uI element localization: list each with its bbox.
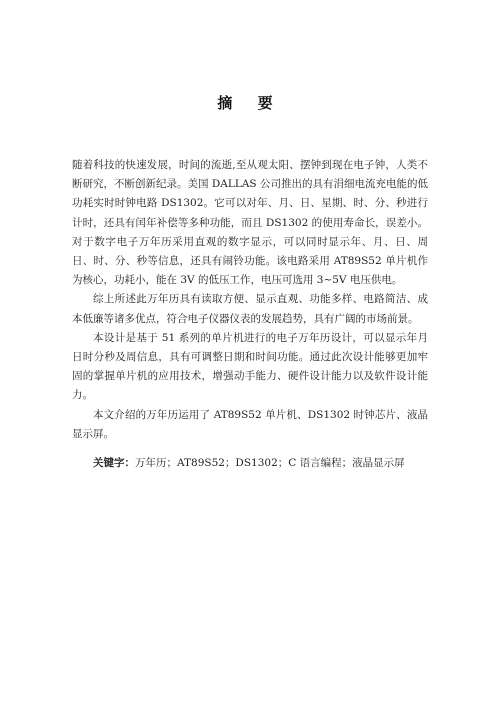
paragraph-intro: 随着科技的快速发展，时间的流逝,至从观太阳、摆钟到现在电子钟，人类不断研究，不断创新纪录。美国 DALLAS 公司推出的具有涓细电流充电能的低功耗实时时钟电路 DS1302。它可以对年、月、日、星期、时、分、秒进行计时，还具有闰年补偿等多种功能，而且 DS1302 的使用寿命长，误差小。对于数字电子万年历采用直观的数字显示，可以同时显示年、月、日、周日、时、分、秒等信息，还具有闹铃功能。该电路采用 AT89S52 单片机作为核心，功耗小，能在 3V 的低压工作，电压可选用 3~5V 电压供电。 — [72, 159, 428, 287]
paragraph-summary: 综上所述此万年历具有读取方便、显示直观、功能多样、电路简洁、成本低廉等诸多优点，符合电子仪器仪表的发展趋势，具有广阔的市场前景。 — [72, 293, 428, 325]
abstract-title: 摘 要 — [217, 94, 283, 112]
keywords-text: 万年历；AT89S52；DS1302；C 语言编程；液晶显示屏 — [135, 457, 405, 470]
paragraph-design: 本设计是基于 51 系列的单片机进行的电子万年历设计，可以显示年月日时分秒及周信息，具有可调整日期和时间功能。通过此次设计能够更加牢固的掌握单片机的应用技术，增强动手能力、硬件设计能力以及软件设计能力。 — [72, 331, 428, 402]
keywords-line — [72, 454, 428, 473]
paragraph-components: 本文介绍的万年历运用了 AT89S52 单片机、DS1302 时钟芯片、液晶显示屏。 — [72, 408, 428, 440]
abstract-body — [72, 156, 428, 473]
keywords-label: 关键字： — [93, 457, 135, 470]
